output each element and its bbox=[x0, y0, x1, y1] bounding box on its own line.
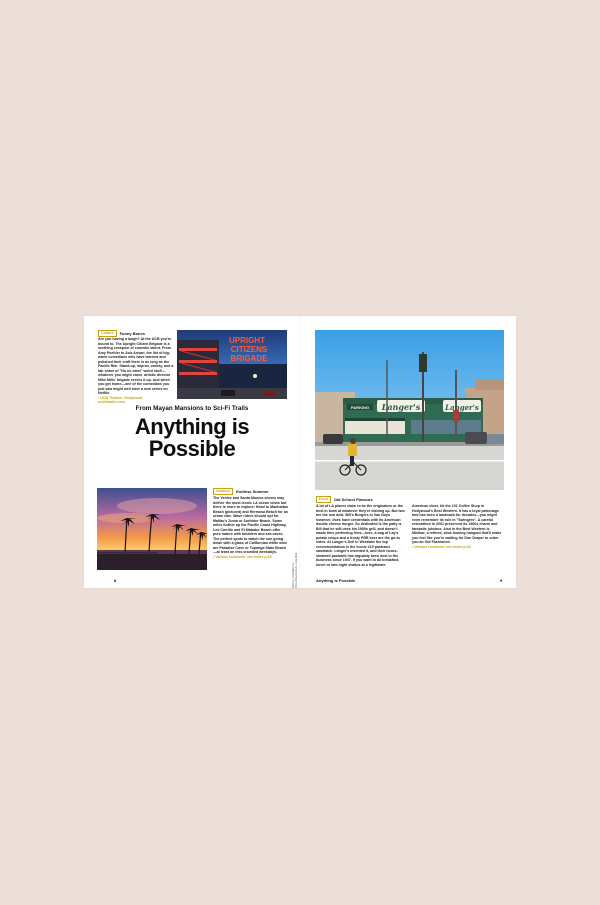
culture-body bbox=[98, 337, 174, 405]
left-page bbox=[84, 316, 300, 588]
headline-line-2: Possible bbox=[148, 436, 236, 461]
beach-sunset-illustration bbox=[97, 488, 207, 570]
article-kicker: From Mayan Mansions to Sci-Fi Trails bbox=[135, 405, 249, 412]
food-tag-row bbox=[316, 496, 373, 503]
outdoor-body-text: The Venice and Santa Monica shores may deliver the most iconic LA ocean views but there is more to explore: Head to Manhattan Beach (pictured) and Hermosa Beach for an urban vibe. Wave riders should opt for Malibu's Zuma or Surfrider Beach. Some miles further up the Pacific Coast Highway, Leo Carrillo and El Matador Beach offer pure nature with boulders and sea caves. The perfect spots to watch the sun going down with a glass of Californian white wine are Paradise Cove or Topanga State Beach—at least on less crowded weekdays. bbox=[213, 496, 289, 554]
photo-credit: Photos: Credit/photos, Photo/Shutterstock, Lorem/Kal bbox=[292, 552, 298, 588]
parking-sign: PARKING bbox=[350, 405, 370, 410]
outdoor-tag: Outdoor bbox=[213, 488, 233, 495]
ucb-theatre-photo bbox=[177, 330, 287, 399]
food-body-column-1: A lot of LA places claim to be the originators or the best in town at whatever they're dishing up. But two are the real deal. Bill's Burgers in Van Nuys however, does have credentials with its American double cheese burger. So dedicated is the patty is Bill that he still uses his 1950s grill, and doesn't waste time perfecting fries—here, a bag of Lay's potato crisps and a frosty PBR beer are the go-to sides. At Langer's Deli in Westlake the top recommendation is the iconic #19 pastrami sandwich. Langer's invented it, and their hours-steamed pastrami has arguably been best in the business since 1947. If you want to do breakfast, lunch or late-night shakes at a legitimate bbox=[316, 504, 405, 567]
headline-line-1: Anything is bbox=[134, 414, 250, 439]
culture-title: Funny Bones bbox=[119, 330, 145, 336]
right-page bbox=[300, 316, 516, 588]
sign-line-2: CITIZENS bbox=[230, 345, 268, 354]
page-number-right: 9 bbox=[500, 578, 503, 583]
outdoor-tag-row bbox=[213, 488, 269, 495]
culture-tag: Culture bbox=[98, 330, 117, 337]
langers-deli-illustration bbox=[315, 330, 504, 490]
sign-line-3: BRIGADE bbox=[230, 354, 268, 363]
food-body-column-2 bbox=[412, 504, 504, 549]
outdoor-title: Endless Summer bbox=[236, 488, 269, 494]
langers-sign-right: Langer's bbox=[445, 403, 479, 412]
culture-body-text: Are you having a laugh? At the UCB you're bound to. The Upright Citizen Brigade is a seething cesspool of comedic talent. From Amy Poehler to Aziz Ansari, the list of big-name comedians who have learned and polished their craft there is as long as the Pacific Rim. Stand-up, improv, variety, and a fair share of "No no idea!" weird stuff—whatever you might crave, artistic director Mike Mills' brigade serves it up. And when you get home—one of the comedians you just saw might well have a new series on Netflix. bbox=[98, 337, 174, 395]
culture-tag-row bbox=[98, 330, 145, 337]
food-title: Old School Flavours bbox=[333, 496, 373, 502]
outdoor-link[interactable]: • Various locations, see index p.63 bbox=[213, 554, 272, 559]
article-headline bbox=[84, 416, 300, 460]
outdoor-body bbox=[213, 496, 289, 559]
culture-link-venue[interactable]: • UCB Theatre, Hollywood, bbox=[98, 395, 144, 400]
food-tag: Food bbox=[316, 496, 331, 503]
sign-line-1: UPRIGHT bbox=[229, 336, 265, 345]
culture-link-website[interactable]: ucbtheatre.com bbox=[98, 400, 125, 404]
ucb-theatre-illustration bbox=[177, 330, 287, 399]
food-link[interactable]: • Various locations, see index p.63 bbox=[412, 544, 471, 549]
langers-sign-left: Langer's bbox=[381, 402, 421, 412]
page-number-left: 8 bbox=[114, 578, 117, 583]
magazine-spread bbox=[84, 316, 516, 588]
running-title: Anything is Possible bbox=[316, 578, 356, 583]
food-body-column-2-text: American diner, hit the 101 Coffee Shop in Hollywood's Best Western. It has a loyal patronage and has been a landmark for decades—you might even remember its role in "Swingers". A careful restoration in 2001 preserved its 1960s charm and fantastic jukebox. Also in the Best Western is Minibar, a refined, slick-looking hangout that'll make you feel like you're waiting for Don Draper to order you an Old Fashioned. bbox=[412, 504, 502, 544]
langers-deli-photo bbox=[315, 330, 504, 490]
manhattan-beach-photo bbox=[97, 488, 207, 570]
